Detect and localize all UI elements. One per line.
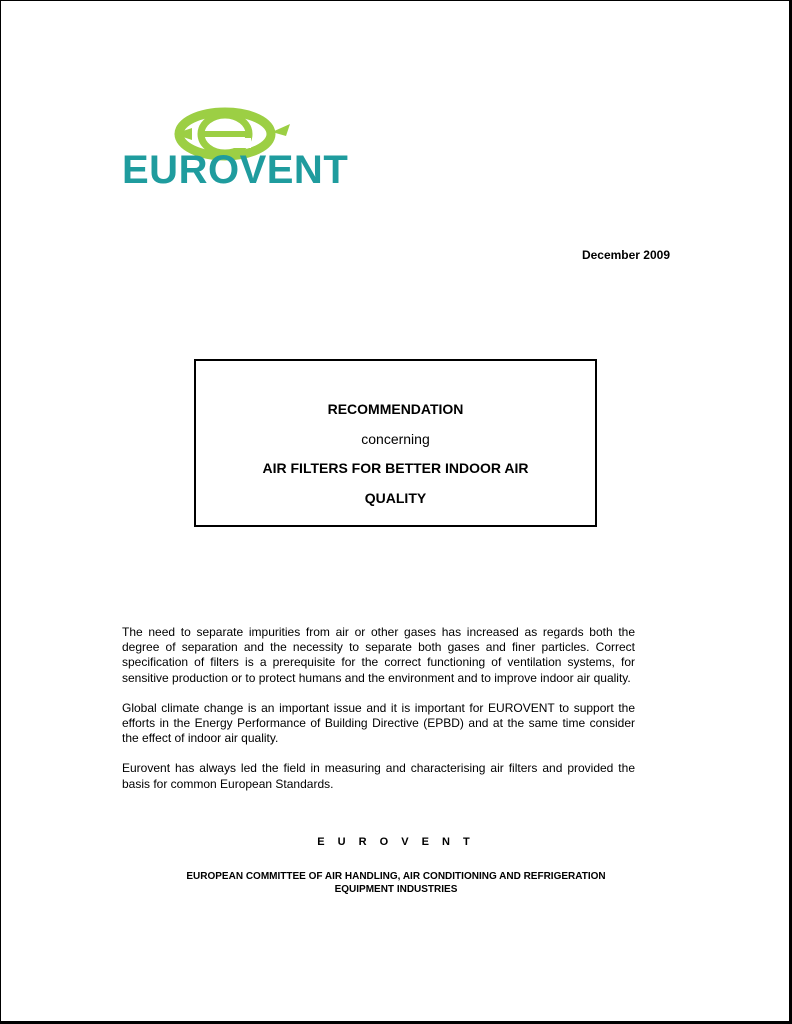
body-paragraph: Global climate change is an important issue and it is important for EUROVENT to support the efforts in the Energy Performance of Building Directive (EPBD) and at the same time consider the effect of indoor air quality. [122, 700, 635, 746]
body-paragraph: The need to separate impurities from air or other gases has increased as regards both the degree of separation and the necessity to separate both gases and finer particles. Correct specification of filters is a prerequisite for the correct functioning of ventilation systems, for sensitive production or to protect humans and the environment and to improve indoor air quality. [122, 625, 635, 685]
body-text [122, 625, 635, 807]
title-box [194, 359, 597, 527]
eurovent-logo [122, 104, 352, 190]
document-date: December 2009 [581, 248, 670, 262]
body-paragraph: Eurovent has always led the field in measuring and characterising air filters and provided the basis for common European Standards. [122, 761, 635, 791]
logo-wordmark: EUROVENT [122, 148, 349, 192]
title-subject-line2: QUALITY [364, 489, 427, 506]
org-name-spaced-text: E U R O V E N T [317, 836, 475, 848]
title-recommendation: RECOMMENDATION [327, 401, 464, 417]
title-subject-line1: AIR FILTERS FOR BETTER INDOOR AIR [262, 460, 529, 476]
org-name-spaced [122, 836, 670, 848]
org-full-name [122, 870, 670, 896]
org-full-name-line1: EUROPEAN COMMITTEE OF AIR HANDLING, AIR CONDITIONING AND REFRIGERATION [186, 871, 606, 882]
org-full-name-line2: EQUIPMENT INDUSTRIES [334, 884, 458, 895]
title-concerning: concerning [361, 430, 430, 447]
